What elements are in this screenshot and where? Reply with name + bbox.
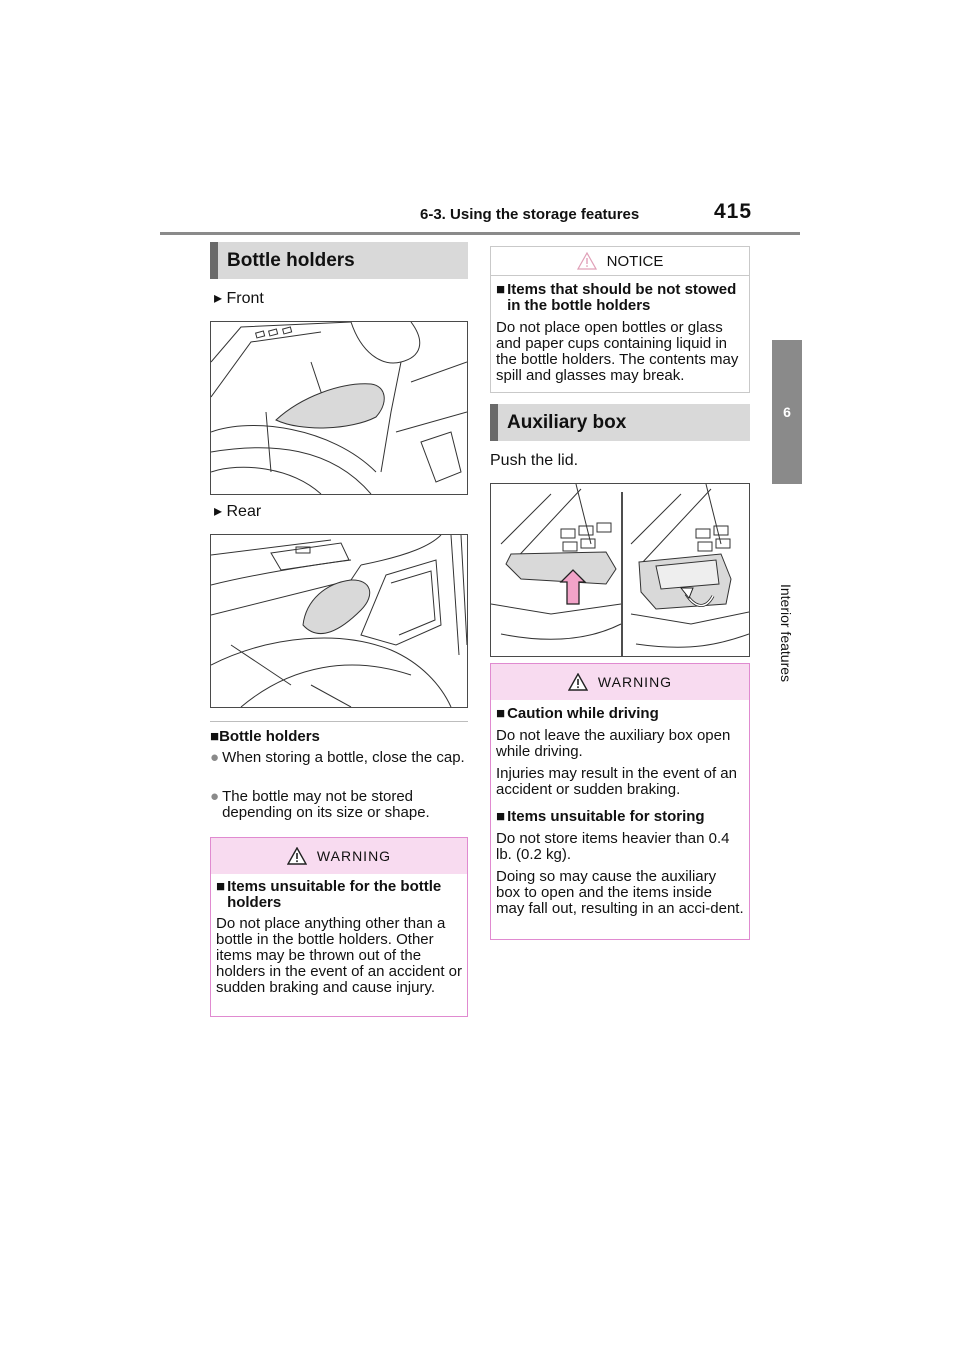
notice-label: NOTICE: [606, 252, 664, 270]
front-label: [214, 288, 264, 308]
warning-subheading-text: Items unsuitable for storing: [507, 808, 705, 825]
instruction-text: Push the lid.: [490, 452, 579, 469]
notice-header: [491, 247, 749, 276]
warning-body: Do not place anything other than a bottle in the bottle holders. Other items may be thrown out of the holders in the event of an accident or sudden braking and cause injury.: [216, 915, 462, 996]
auxiliary-box-warning-box: [490, 663, 750, 940]
section-heading-text: Bottle holders: [227, 250, 355, 271]
rear-label: [214, 501, 261, 521]
section-heading-bottle-holders: [210, 242, 468, 279]
warning-triangle-icon: [287, 847, 307, 865]
notice-triangle-icon: [577, 252, 597, 270]
warning-paragraph: Do not store items heavier than 0.4 lb. (0.2 kg).: [496, 830, 730, 863]
square-bullet-icon: ■: [496, 705, 506, 722]
rear-label-text: Rear: [226, 503, 262, 520]
warning-header: [211, 838, 467, 874]
front-label-text: Front: [226, 290, 264, 307]
chapter-tab-number: 6: [783, 404, 791, 420]
list-item: [210, 789, 466, 821]
square-bullet-icon: ■: [496, 808, 506, 825]
page-number: 415: [714, 200, 753, 223]
warning-subheading-text: Items unsuitable for the bottle holders: [227, 878, 442, 911]
round-bullet-icon: ●: [210, 788, 220, 805]
notice-subheading: [496, 282, 744, 314]
notice-body: Do not place open bottles or glass and paper cups containing liquid in the bottle holders. The contents may spill and glasses may break.: [496, 319, 739, 384]
warning-paragraph: Injuries may result in the event of an accident or sudden braking.: [496, 765, 737, 798]
notes-divider: [210, 721, 468, 722]
square-bullet-icon: ■: [216, 878, 226, 895]
note-text: The bottle may not be stored depending on its size or shape.: [222, 788, 430, 821]
chapter-tab[interactable]: [772, 340, 802, 484]
warning-header: [491, 664, 749, 700]
warning-label: WARNING: [316, 848, 392, 864]
chapter-side-label: Interior features: [778, 583, 794, 683]
rear-bottle-holder-illustration: [210, 534, 468, 708]
chapter-heading: 6-3. Using the storage features: [420, 206, 640, 223]
warning-triangle-icon: [568, 673, 588, 691]
header-divider: [160, 232, 800, 235]
warning-subheading-text: Caution while driving: [507, 705, 659, 722]
warning-paragraph: Doing so may cause the auxiliary box to open and the items inside may fall out, resulting in an acci-dent.: [496, 868, 744, 917]
section-heading-auxiliary-box: [490, 404, 750, 441]
warning-label: WARNING: [597, 674, 673, 690]
front-bottle-holder-illustration: [210, 321, 468, 495]
warning-paragraph: Do not leave the auxiliary box open while driving.: [496, 727, 731, 760]
list-item: [210, 750, 466, 766]
square-bullet-icon: ■: [210, 728, 220, 745]
notes-heading-text: Bottle holders: [219, 728, 320, 745]
section-heading-text: Auxiliary box: [507, 412, 627, 433]
notice-box: [490, 246, 750, 393]
auxiliary-box-illustration: [490, 483, 750, 657]
round-bullet-icon: ●: [210, 749, 220, 766]
notice-subheading-text: Items that should be not stowed in the bottle holders: [507, 281, 737, 314]
notes-heading: [210, 729, 320, 745]
bottle-holder-warning-box: [210, 837, 468, 1017]
note-text: When storing a bottle, close the cap.: [222, 749, 465, 766]
warning-subheading: [496, 706, 744, 722]
warning-subheading: [216, 879, 462, 911]
triangle-arrow-icon: ▸: [214, 503, 223, 520]
warning-subheading: [496, 809, 744, 825]
triangle-arrow-icon: ▸: [214, 290, 223, 307]
square-bullet-icon: ■: [496, 281, 506, 298]
